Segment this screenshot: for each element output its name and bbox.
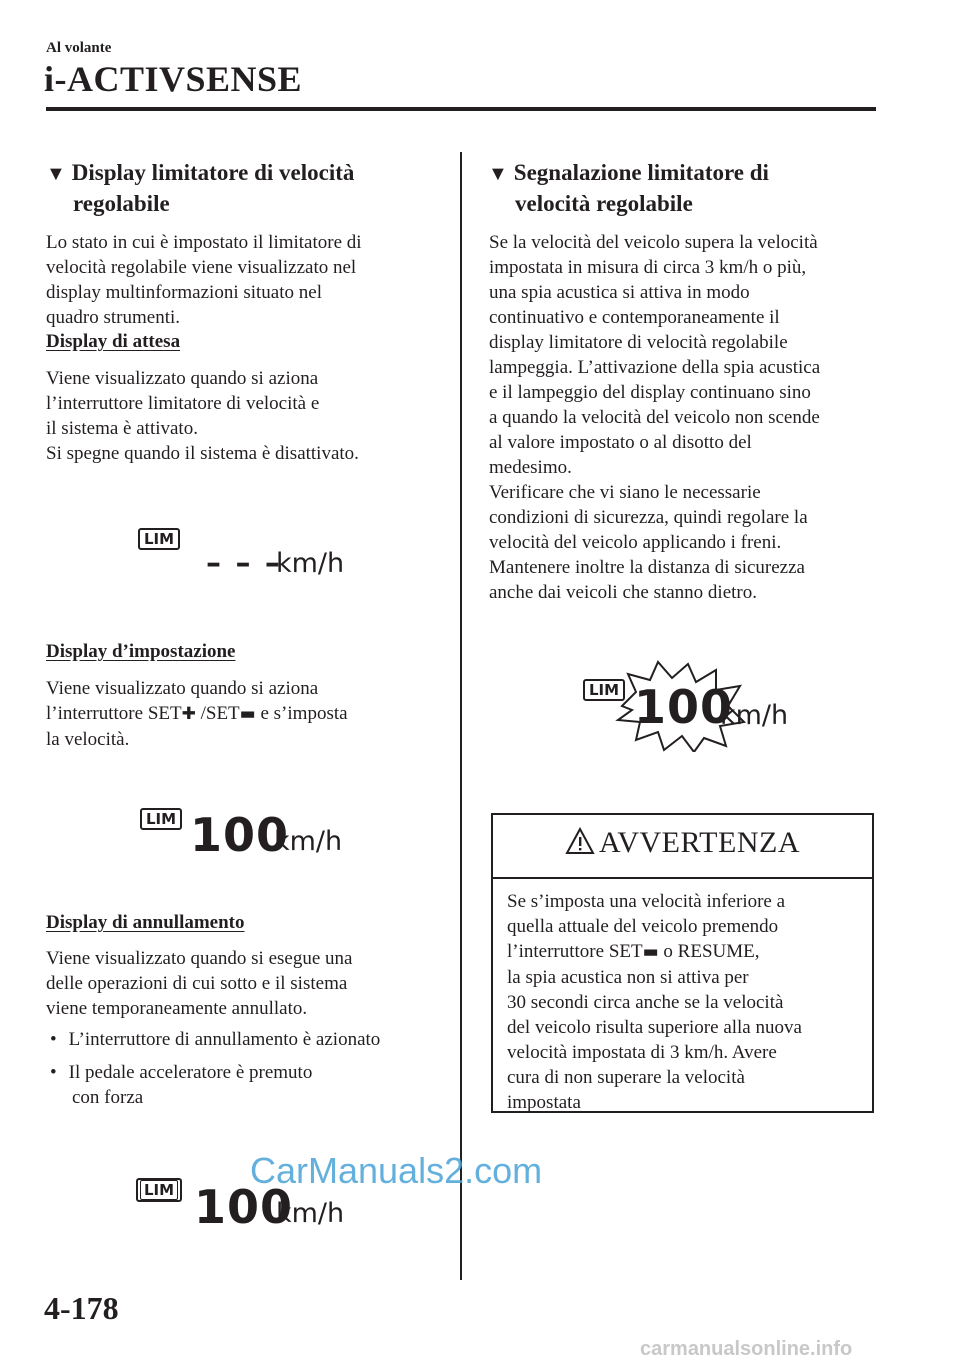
triangle-bullet-icon: ▼ [46, 163, 66, 185]
warning-triangle-icon [565, 827, 595, 855]
page-title: i-ACTIVSENSE [44, 59, 303, 99]
setting-title: Display d’impostazione [46, 641, 236, 662]
speed-value: 100 [194, 1180, 294, 1234]
list-item: • L’interruttore di annullamento è azionato [50, 1029, 381, 1050]
standby-text: Viene visualizzato quando si aziona l’interruttore limitatore di velocità e il sistema è attivato. Si spegne quando il sistema è disattivato. [46, 368, 359, 464]
triangle-bullet-icon: ▼ [488, 163, 508, 185]
speed-unit: km/h [276, 548, 345, 579]
speed-value: 100 [190, 808, 290, 862]
standby-title: Display di attesa [46, 331, 181, 352]
minus-icon: ▬ [239, 704, 256, 724]
warning-header [493, 815, 872, 879]
cancel-title: Display di annullamento [46, 912, 245, 933]
page-number: 4-178 [44, 1290, 119, 1326]
speed-unit: km/h [720, 700, 789, 731]
column-divider [460, 152, 462, 1280]
cancel-bullets: • L’interruttore di annullamento è azionato • Il pedale acceleratore è premuto con forza [50, 1027, 450, 1110]
left-intro: Lo stato in cui è impostato il limitatore di velocità regolabile viene visualizzato nel display multinformazioni situato nel quadro strumenti. [46, 232, 362, 328]
warning-text: Se s’imposta una velocità inferiore a quella attuale del veicolo premendo l’interruttore SET▬ o RESUME, la spia acustica non si attiva per 30 secondi circa anche se la velocità del veicolo risulta superiore alla nuova velocità impostata di 3 km/h. Avere cura di non superare la velocità impostata [507, 891, 802, 1113]
speed-value: 100 [634, 680, 734, 734]
list-item: • Il pedale acceleratore è premuto [50, 1062, 313, 1083]
site-watermark: carmanualsonline.info [640, 1338, 853, 1360]
warning-title: AVVERTENZA [599, 826, 800, 859]
lim-indicator: LIM [583, 679, 625, 701]
speed-dashes: – – – [206, 546, 282, 581]
cancel-text: Viene visualizzato quando si esegue una delle operazioni di cui sotto e il sistema viene temporaneamente annullato. [46, 948, 353, 1019]
warning-box [491, 813, 874, 1113]
title-rule [46, 107, 876, 111]
setting-text: Viene visualizzato quando si aziona l’interruttore SET✚ /SET▬ e s’imposta la velocità. [46, 678, 348, 750]
lim-indicator: LIM [140, 808, 182, 830]
minus-icon: ▬ [642, 942, 659, 962]
lim-cancelled-indicator: LIM [136, 1178, 182, 1202]
speed-unit: km/h [274, 826, 343, 857]
right-body: Se la velocità del veicolo supera la velocità impostata in misura di circa 3 km/h o più, una spia acustica si attiva in modo continuativo e contemporaneamente il display limitatore di velocità regolabile lampeggia. L’attivazione della spia acustica e il lampeggio del display continuano sino a quando la velocità del veicolo non scende al valore impostato o al disotto del medesimo. Verificare che vi siano le necessarie condizioni di sicurezza, quindi regolare la velocità del veicolo applicando i freni. Mantenere inoltre la distanza di sicurezza anche dai veicoli che stanno dietro. [489, 232, 821, 603]
right-heading: ▼ Segnalazione limitatore di velocità regolabile [488, 160, 769, 216]
speed-unit: km/h [276, 1198, 345, 1229]
plus-icon: ✚ [181, 704, 196, 724]
left-heading: ▼ Display limitatore di velocità regolabile [46, 160, 355, 216]
section-label: Al volante [46, 40, 112, 56]
watermark: CarManuals2.com [250, 1150, 543, 1191]
lim-indicator: LIM [138, 528, 180, 550]
